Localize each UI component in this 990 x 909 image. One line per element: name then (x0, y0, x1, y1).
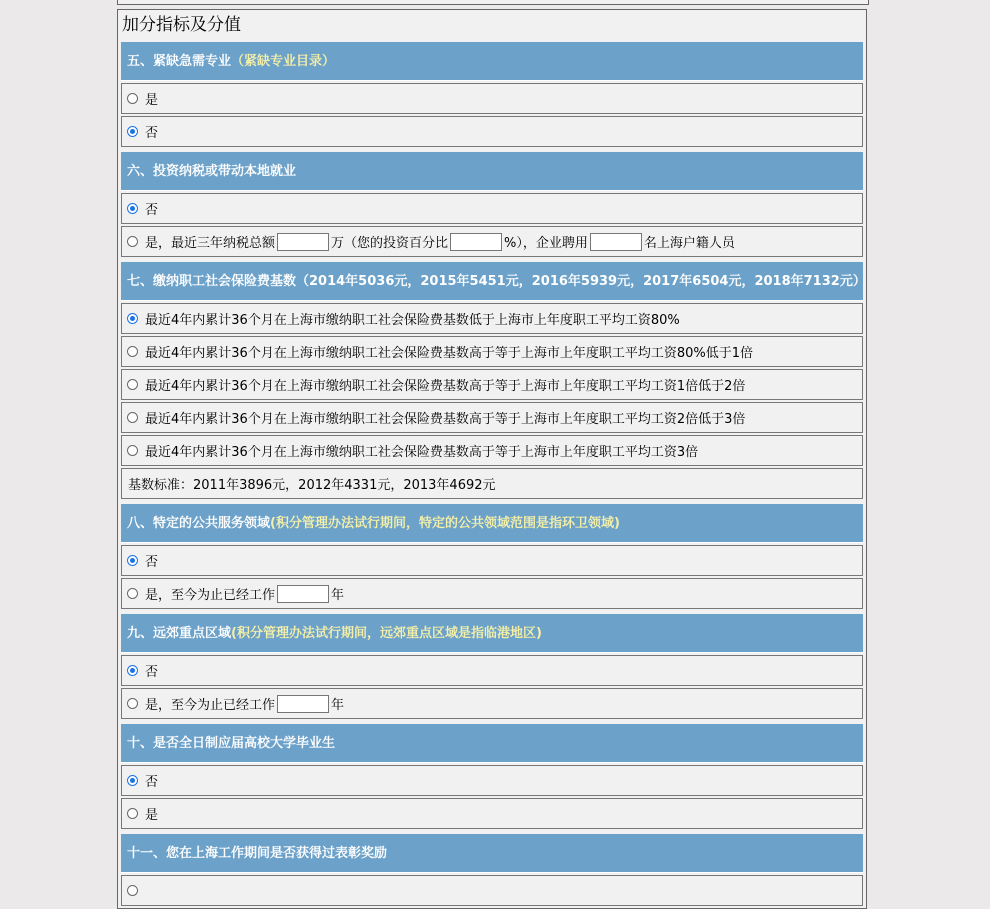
unit-label: 年 (331, 698, 345, 713)
section-title: 八、特定的公共服务领域 (127, 516, 271, 531)
option-yes[interactable] (121, 798, 863, 829)
radio-button[interactable] (127, 885, 138, 896)
section-hint: (积分管理办法试行期间，远郊重点区域是指临港地区) (231, 626, 542, 641)
option-insurance-2[interactable] (121, 336, 863, 367)
option-label: 是 (145, 93, 159, 108)
option-insurance-4[interactable] (121, 402, 863, 433)
radio-button-selected[interactable] (127, 555, 138, 566)
option-partial[interactable] (121, 875, 863, 906)
option-label: 是，至今为止已经工作 (145, 588, 276, 603)
section-title: 六、投资纳税或带动本地就业 (127, 164, 297, 179)
section-header (121, 504, 863, 543)
radio-button[interactable] (127, 445, 138, 456)
option-no[interactable] (121, 116, 863, 147)
section-fresh-graduate (121, 724, 863, 831)
option-label: 是 (145, 808, 159, 823)
tax-total-input[interactable] (277, 233, 329, 251)
years-worked-input[interactable] (277, 585, 329, 603)
bonus-points-panel (117, 9, 867, 909)
option-yes-years[interactable] (121, 578, 863, 609)
section-investment-tax (121, 152, 863, 259)
option-label: 否 (145, 203, 159, 218)
radio-button[interactable] (127, 236, 138, 247)
section-header (121, 262, 866, 301)
unit-label: 年 (331, 588, 345, 603)
section-title: 七、缴纳职工社会保险费基数（2014年5036元，2015年5451元，2016年5939元，2017年6504元，2018年7132元） (127, 274, 866, 289)
option-yes-years[interactable] (121, 688, 863, 719)
option-yes[interactable] (121, 83, 863, 114)
years-worked-input[interactable] (277, 695, 329, 713)
option-label: 是，最近三年纳税总额 (145, 236, 276, 251)
option-no[interactable] (121, 545, 863, 576)
unit-label: 万（您的投资百分比 (331, 236, 449, 251)
option-label: 最近4年内累计36个月在上海市缴纳职工社会保险费基数高于等于上海市上年度职工平均工资1倍低于2倍 (145, 379, 746, 394)
note-text: 基数标准：2011年3896元，2012年4331元，2013年4692元 (128, 478, 496, 493)
option-no[interactable] (121, 655, 863, 686)
section-header (121, 42, 863, 81)
option-insurance-5[interactable] (121, 435, 863, 466)
section-title: 十、是否全日制应届高校大学毕业生 (127, 736, 336, 751)
radio-button[interactable] (127, 412, 138, 423)
base-standard-note (121, 468, 863, 499)
option-label: 最近4年内累计36个月在上海市缴纳职工社会保险费基数高于等于上海市上年度职工平均工资3倍 (145, 445, 699, 460)
shortage-major-catalog-link[interactable]: （紧缺专业目录） (231, 54, 336, 69)
option-insurance-1[interactable] (121, 303, 863, 334)
option-label: 否 (145, 665, 159, 680)
section-suburban-key-area (121, 614, 863, 721)
radio-button-selected[interactable] (127, 126, 138, 137)
radio-button-selected[interactable] (127, 203, 138, 214)
radio-button[interactable] (127, 808, 138, 819)
investment-percent-input[interactable] (450, 233, 502, 251)
section-header (121, 834, 863, 873)
section-title: 九、远郊重点区域 (127, 626, 232, 641)
section-awards (121, 834, 863, 908)
option-label: 否 (145, 775, 159, 790)
section-title: 十一、您在上海工作期间是否获得过表彰奖励 (127, 846, 388, 861)
section-social-insurance (121, 262, 866, 501)
previous-panel-bottom (117, 0, 869, 5)
option-label: 最近4年内累计36个月在上海市缴纳职工社会保险费基数高于等于上海市上年度职工平均工资80%低于1倍 (145, 346, 753, 361)
employee-count-input[interactable] (590, 233, 642, 251)
option-no[interactable] (121, 193, 863, 224)
radio-button[interactable] (127, 379, 138, 390)
panel-title: 加分指标及分值 (122, 15, 241, 35)
radio-button[interactable] (127, 698, 138, 709)
option-yes-tax[interactable] (121, 226, 863, 257)
radio-button[interactable] (127, 346, 138, 357)
section-hint: (积分管理办法试行期间，特定的公共领域范围是指环卫领域) (270, 516, 620, 531)
unit-label: 名上海户籍人员 (643, 236, 735, 251)
section-header (121, 152, 863, 191)
section-shortage-major (121, 42, 863, 149)
section-title: 五、紧缺急需专业 (127, 54, 232, 69)
section-header (121, 724, 863, 763)
option-no[interactable] (121, 765, 863, 796)
radio-button-selected[interactable] (127, 313, 138, 324)
option-label: 最近4年内累计36个月在上海市缴纳职工社会保险费基数高于等于上海市上年度职工平均工资2倍低于3倍 (145, 412, 746, 427)
section-public-service (121, 504, 863, 611)
radio-button-selected[interactable] (127, 665, 138, 676)
section-header (121, 614, 863, 653)
unit-label: %），企业聘用 (504, 236, 588, 251)
option-label: 最近4年内累计36个月在上海市缴纳职工社会保险费基数低于上海市上年度职工平均工资80% (145, 313, 680, 328)
radio-button-selected[interactable] (127, 775, 138, 786)
option-insurance-3[interactable] (121, 369, 863, 400)
radio-button[interactable] (127, 588, 138, 599)
option-label: 否 (145, 555, 159, 570)
option-label: 否 (145, 126, 159, 141)
radio-button[interactable] (127, 93, 138, 104)
option-label: 是，至今为止已经工作 (145, 698, 276, 713)
